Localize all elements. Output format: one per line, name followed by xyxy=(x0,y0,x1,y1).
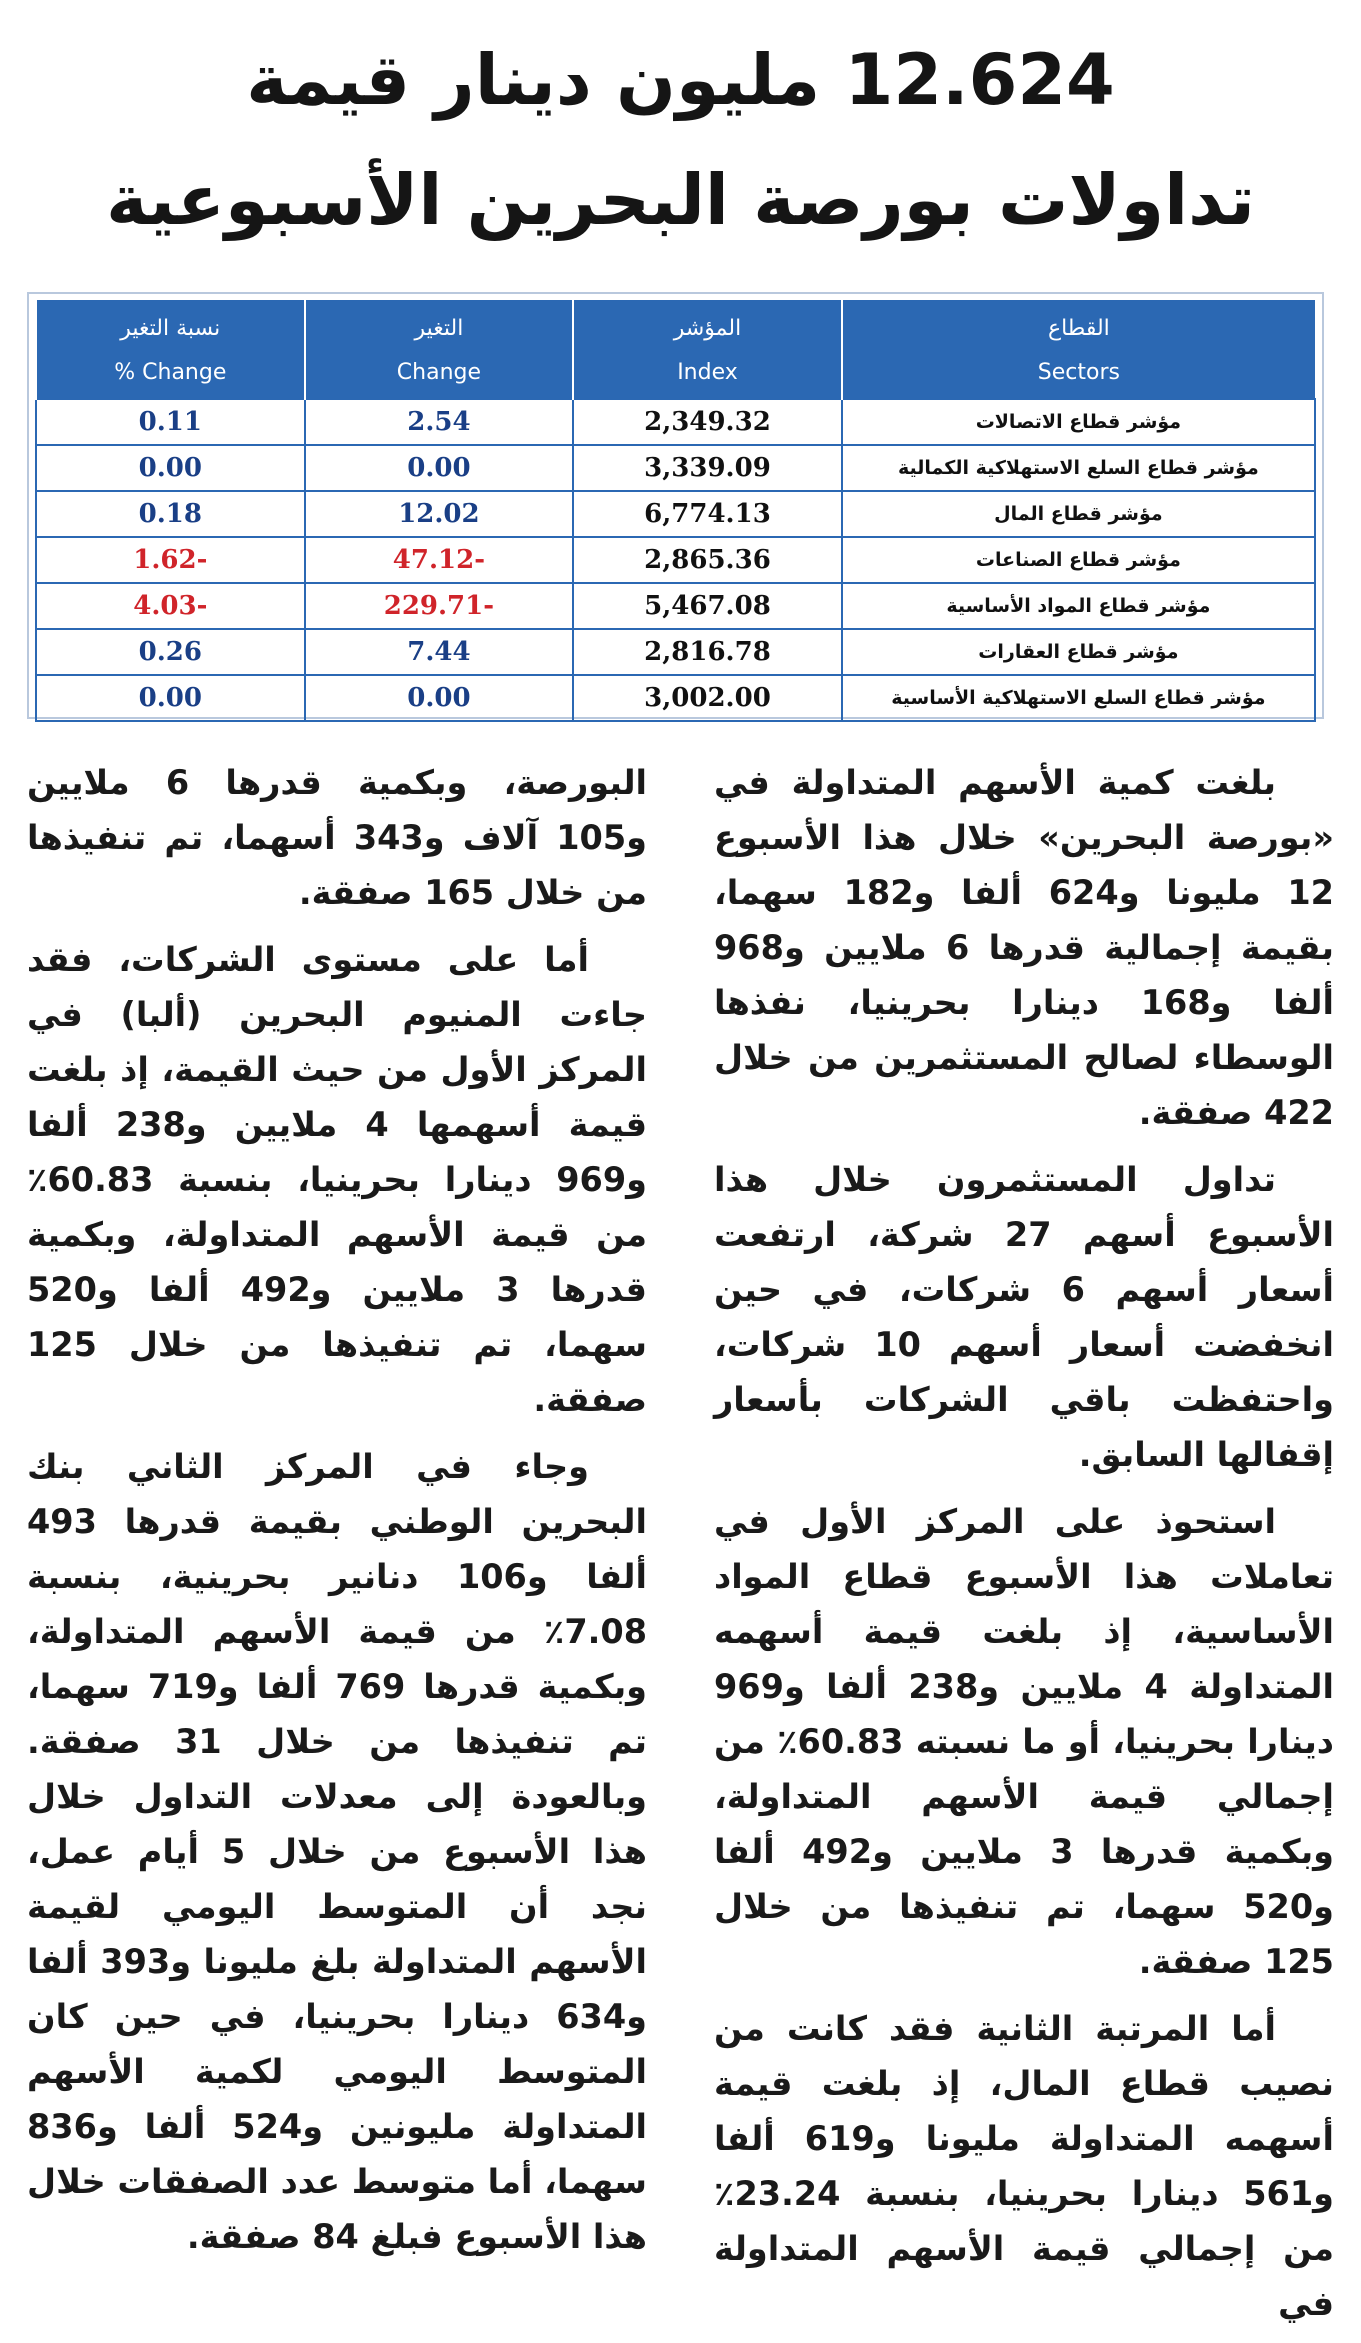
header-pct-ar: نسبة التغير xyxy=(36,300,305,351)
index-value: 3,002.00 xyxy=(573,675,842,721)
header-change-ar: التغير xyxy=(305,300,574,351)
header-change-en: Change xyxy=(305,351,574,399)
table-row xyxy=(36,675,1315,721)
article-paragraph: بلغت كمية الأسهم المتداولة في «بورصة البحرين» خلال هذا الأسبوع 12 مليونا و624 ألفا و182 سهما، بقيمة إجمالية قدرها 6 ملايين و968 ألفا و168 دينارا بحرينيا، نفذها الوسطاء لصالح المستثمرين من خلال 422 صفقة. xyxy=(714,763,1334,1132)
change-pct-value: 0.00 xyxy=(36,445,305,491)
change-value: -229.71 xyxy=(305,583,574,629)
change-value: 7.44 xyxy=(305,629,574,675)
table-row xyxy=(36,583,1315,629)
article-paragraph: أما المرتبة الثانية فقد كانت من نصيب قطاع المال، إذ بلغت قيمة أسهمه المتداولة مليونا و619 ألفا و561 دينارا بحرينيا، بنسبة 23.24٪ من إجمالي قيمة الأسهم المتداولة في xyxy=(714,2009,1334,2323)
header-index-ar: المؤشر xyxy=(573,300,842,351)
change-pct-value: 0.18 xyxy=(36,491,305,537)
change-value: -47.12 xyxy=(305,537,574,583)
headline-line-1: 12.624 مليون دينار قيمة xyxy=(246,39,1115,121)
table-row xyxy=(36,537,1315,583)
change-value: 2.54 xyxy=(305,399,574,445)
sector-name: مؤشر قطاع المواد الأساسية xyxy=(842,583,1315,629)
article-paragraph: استحوذ على المركز الأول في تعاملات هذا الأسبوع قطاع المواد الأساسية، إذ بلغت قيمة أسهمه المتداولة 4 ملايين و238 ألفا و969 دينارا بحرينيا، أو ما نسبته 60.83٪ من إجمالي قيمة الأسهم المتداولة، وبكمية قدرها 3 ملايين و492 ألفا و520 سهما، تم تنفيذها من خلال 125 صفقة. xyxy=(714,1502,1334,1981)
header-sector-ar: القطاع xyxy=(842,300,1315,351)
change-pct-value: 0.00 xyxy=(36,675,305,721)
change-value: 12.02 xyxy=(305,491,574,537)
article-paragraph: وجاء في المركز الثاني بنك البحرين الوطني بقيمة قدرها 493 ألفا و106 دنانير بحرينية، بنسبة 7.08٪ من قيمة الأسهم المتداولة، وبكمية قدرها 769 ألفا و719 سهما، تم تنفيذها من خلال 31 صفقة. وبالعودة إلى معدلات التداول خلال هذا الأسبوع من خلال 5 أيام عمل، نجد أن المتوسط اليومي لقيمة الأسهم المتداولة بلغ مليونا و393 ألفا و634 دينارا بحرينيا، في حين كان المتوسط اليومي لكمية الأسهم المتداولة مليونين و524 ألفا و836 سهما، أما متوسط عدد الصفقات خلال هذا الأسبوع فبلغ 84 صفقة. xyxy=(27,1447,648,2256)
table-row xyxy=(36,445,1315,491)
sector-name: مؤشر قطاع الصناعات xyxy=(842,537,1315,583)
table-header-row-arabic xyxy=(36,300,1315,351)
sector-name: مؤشر قطاع المال xyxy=(842,491,1315,537)
article-paragraph: تداول المستثمرون خلال هذا الأسبوع أسهم 27 شركة، ارتفعت أسعار أسهم 6 شركات، في حين انخفضت أسعار أسهم 10 شركات، واحتفظت باقي الشركات بأسعار إقفالها السابق. xyxy=(714,1160,1335,1474)
change-pct-value: 0.26 xyxy=(36,629,305,675)
article-paragraph: البورصة، وبكمية قدرها 6 ملايين و105 آلاف و343 أسهما، تم تنفيذها من خلال 165 صفقة. xyxy=(27,763,648,912)
sector-name: مؤشر قطاع العقارات xyxy=(842,629,1315,675)
article-paragraph: أما على مستوى الشركات، فقد جاءت المنيوم البحرين (ألبا) في المركز الأول من حيث القيمة، إذ بلغت قيمة أسهمها 4 ملايين و238 ألفا و969 دينارا بحرينيا، بنسبة 60.83٪ من قيمة الأسهم المتداولة، وبكمية قدرها 3 ملايين و492 ألفا و520 سهما، تم تنفيذها من خلال 125 صفقة. xyxy=(27,940,647,1419)
headline xyxy=(0,20,1361,260)
index-value: 5,467.08 xyxy=(573,583,842,629)
header-sector-en: Sectors xyxy=(842,351,1315,399)
sector-name: مؤشر قطاع السلع الاستهلاكية الأساسية xyxy=(842,675,1315,721)
article-column-right xyxy=(714,755,1334,2343)
change-pct-value: -1.62 xyxy=(36,537,305,583)
sector-index-table-frame xyxy=(27,292,1324,719)
change-value: 0.00 xyxy=(305,675,574,721)
index-value: 2,816.78 xyxy=(573,629,842,675)
table-row xyxy=(36,629,1315,675)
change-pct-value: -4.03 xyxy=(36,583,305,629)
table-header-row-english xyxy=(36,351,1315,399)
index-value: 3,339.09 xyxy=(573,445,842,491)
header-index-en: Index xyxy=(573,351,842,399)
sector-name: مؤشر قطاع السلع الاستهلاكية الكمالية xyxy=(842,445,1315,491)
index-value: 2,865.36 xyxy=(573,537,842,583)
sector-name: مؤشر قطاع الاتصالات xyxy=(842,399,1315,445)
table-row xyxy=(36,491,1315,537)
index-value: 6,774.13 xyxy=(573,491,842,537)
sector-index-table xyxy=(35,300,1316,722)
change-value: 0.00 xyxy=(305,445,574,491)
headline-line-2: تداولات بورصة البحرين الأسبوعية xyxy=(106,159,1255,241)
header-pct-en: Change % xyxy=(36,351,305,399)
index-value: 2,349.32 xyxy=(573,399,842,445)
table-row xyxy=(36,399,1315,445)
change-pct-value: 0.11 xyxy=(36,399,305,445)
article-column-left xyxy=(27,755,647,2276)
